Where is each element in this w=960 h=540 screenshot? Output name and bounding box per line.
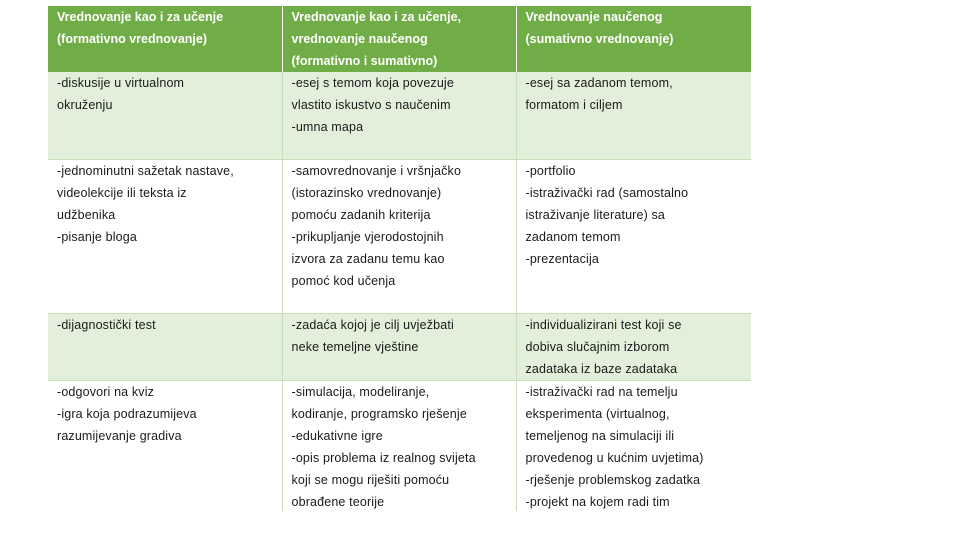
- table-cell: [282, 72, 516, 160]
- cell-line: izvora za zadanu temu kao: [291, 252, 445, 266]
- cell-line: temeljenog na simulaciji ili: [525, 429, 675, 443]
- cell-line: vlastito iskustvo s naučenim: [291, 98, 451, 112]
- cell-line: -opis problema iz realnog svijeta: [291, 451, 476, 465]
- cell-line: istraživanje literature) sa: [525, 208, 666, 222]
- cell-line: razumijevanje gradiva: [57, 429, 182, 443]
- header-summative: [516, 6, 751, 72]
- cell-line: koji se mogu riješiti pomoću: [291, 473, 450, 487]
- cell-line: -projekt na kojem radi tim: [525, 495, 670, 509]
- header-line: Vrednovanje kao i za učenje: [57, 10, 224, 24]
- header-line: (formativno i sumativno): [291, 54, 438, 68]
- cell-line: obrađene teorije: [291, 495, 385, 509]
- table-cell: [48, 72, 282, 160]
- cell-line: -jednominutni sažetak nastave,: [57, 164, 234, 178]
- cell-line: -prezentacija: [525, 252, 600, 266]
- assessment-table-container: [48, 6, 751, 511]
- header-line: vrednovanje naučenog: [291, 32, 428, 46]
- cell-line: -edukativne igre: [291, 429, 383, 443]
- cell-line: -diskusije u virtualnom: [57, 76, 185, 90]
- table-cell: [516, 160, 751, 314]
- table-row: [48, 72, 751, 160]
- table-cell: [516, 381, 751, 512]
- cell-line: -samovrednovanje i vršnjačko: [291, 164, 462, 178]
- table-cell: [516, 314, 751, 381]
- header-line: (sumativno vrednovanje): [525, 32, 674, 46]
- cell-line: -istraživački rad (samostalno: [525, 186, 689, 200]
- table-row: [48, 160, 751, 314]
- table-cell: [282, 160, 516, 314]
- table-cell: [48, 381, 282, 512]
- table-cell: [48, 160, 282, 314]
- cell-line: -zadaća kojoj je cilj uvježbati: [291, 318, 454, 332]
- header-line: Vrednovanje naučenog: [525, 10, 663, 24]
- cell-line: zadanom temom: [525, 230, 621, 244]
- cell-line: udžbenika: [57, 208, 116, 222]
- cell-line: kodiranje, programsko rješenje: [291, 407, 467, 421]
- table-cell: [48, 314, 282, 381]
- table-header-row: [48, 6, 751, 72]
- cell-line: dobiva slučajnim izborom: [525, 340, 670, 354]
- header-line: (formativno vrednovanje): [57, 32, 208, 46]
- table-row: [48, 314, 751, 381]
- cell-line: -dijagnostički test: [57, 318, 156, 332]
- cell-line: provedenog u kućnim uvjetima): [525, 451, 704, 465]
- cell-line: formatom i ciljem: [525, 98, 623, 112]
- header-formative: [48, 6, 282, 72]
- table-row: [48, 381, 751, 512]
- assessment-table: [48, 6, 751, 511]
- header-line: Vrednovanje kao i za učenje,: [291, 10, 462, 24]
- cell-line: -portfolio: [525, 164, 576, 178]
- table-cell: [516, 72, 751, 160]
- cell-line: okruženju: [57, 98, 113, 112]
- cell-line: -individualizirani test koji se: [525, 318, 682, 332]
- cell-line: eksperimenta (virtualnog,: [525, 407, 670, 421]
- cell-line: -pisanje bloga: [57, 230, 137, 244]
- cell-line: zadataka iz baze zadataka: [525, 362, 678, 376]
- cell-line: pomoću zadanih kriterija: [291, 208, 431, 222]
- cell-line: -prikupljanje vjerodostojnih: [291, 230, 444, 244]
- cell-line: -igra koja podrazumijeva: [57, 407, 197, 421]
- table-cell: [282, 314, 516, 381]
- cell-line: -esej s temom koja povezuje: [291, 76, 454, 90]
- cell-line: -umna mapa: [291, 120, 364, 134]
- cell-line: -istraživački rad na temelju: [525, 385, 678, 399]
- cell-line: -simulacija, modeliranje,: [291, 385, 430, 399]
- table-cell: [282, 381, 516, 512]
- cell-line: -odgovori na kviz: [57, 385, 155, 399]
- header-formative-summative: [282, 6, 516, 72]
- cell-line: videolekcije ili teksta iz: [57, 186, 187, 200]
- cell-line: neke temeljne vještine: [291, 340, 419, 354]
- cell-line: pomoć kod učenja: [291, 274, 396, 288]
- cell-line: -esej sa zadanom temom,: [525, 76, 673, 90]
- cell-line: (istorazinsko vrednovanje): [291, 186, 442, 200]
- cell-line: -rješenje problemskog zadatka: [525, 473, 701, 487]
